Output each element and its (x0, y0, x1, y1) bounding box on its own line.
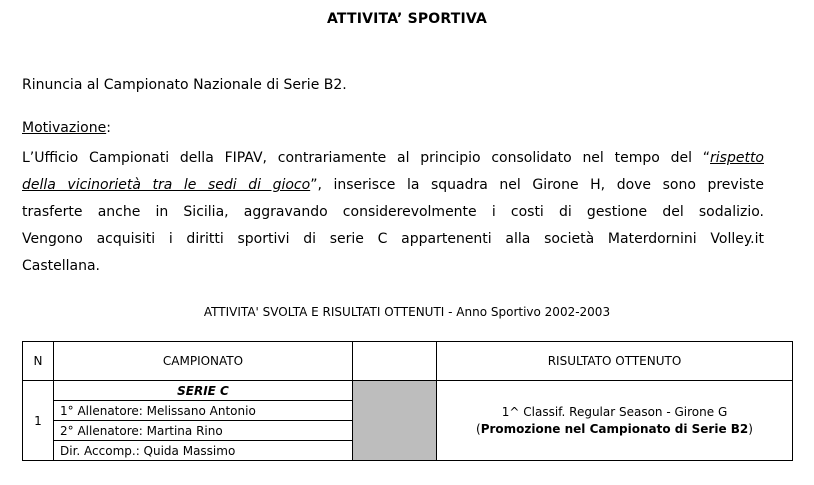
motivation-line-2 (22, 172, 764, 199)
line2-italic: della vicinorietà tra le sedi di gioco (22, 177, 311, 193)
motivation-line-1 (22, 145, 764, 172)
header-blank (353, 342, 437, 381)
table-row (23, 381, 793, 401)
result-paren-close: ) (748, 421, 753, 436)
table-caption: ATTIVITA' SVOLTA E RISULTATI OTTENUTI - Anno Sportivo 2002-2003 (203, 305, 611, 319)
result-line-2 (437, 421, 792, 438)
line2-text: ”, inserisce la squadra nel Girone H, dove sono previste (310, 177, 764, 193)
intro-text: Rinuncia al Campionato Nazionale di Serie B2. (22, 77, 347, 93)
result-cell (437, 381, 793, 461)
motivation-line-5: Castellana. (22, 258, 101, 274)
staff-first-coach: 1° Allenatore: Melissano Antonio (54, 401, 353, 421)
motivation-label-line (22, 120, 111, 136)
motivation-colon: : (106, 120, 111, 136)
result-paren-open: ( (476, 421, 481, 436)
result-promotion: Promozione nel Campionato di Serie B2 (480, 421, 749, 436)
result-line-1: 1^ Classif. Regular Season - Girone G (501, 404, 728, 419)
motivation-label: Motivazione (22, 120, 107, 136)
header-risultato: RISULTATO OTTENUTO (437, 342, 793, 381)
line1-italic: rispetto (710, 150, 764, 166)
motivation-line-4: Vengono acquisiti i diritti sportivi di serie C appartenenti alla società Materdornini Volley.it (22, 231, 764, 247)
results-table (22, 341, 793, 461)
header-campionato: CAMPIONATO (54, 342, 353, 381)
gray-cell (353, 381, 437, 461)
serie-label: SERIE C (54, 381, 353, 401)
staff-second-coach: 2° Allenatore: Martina Rino (54, 421, 353, 441)
page-heading: ATTIVITA’ SPORTIVA (326, 11, 488, 27)
table-header-row (23, 342, 793, 381)
motivation-body (22, 145, 764, 280)
motivation-line-3: trasferte anche in Sicilia, aggravando considerevolmente i costi di gestione del sodalizio. (22, 204, 764, 220)
row-number: 1 (23, 381, 54, 461)
header-n: N (23, 342, 54, 381)
staff-director: Dir. Accomp.: Quida Massimo (54, 441, 353, 461)
line1-text: L’Ufficio Campionati della FIPAV, contrariamente al principio consolidato nel tempo del “ (22, 150, 711, 166)
